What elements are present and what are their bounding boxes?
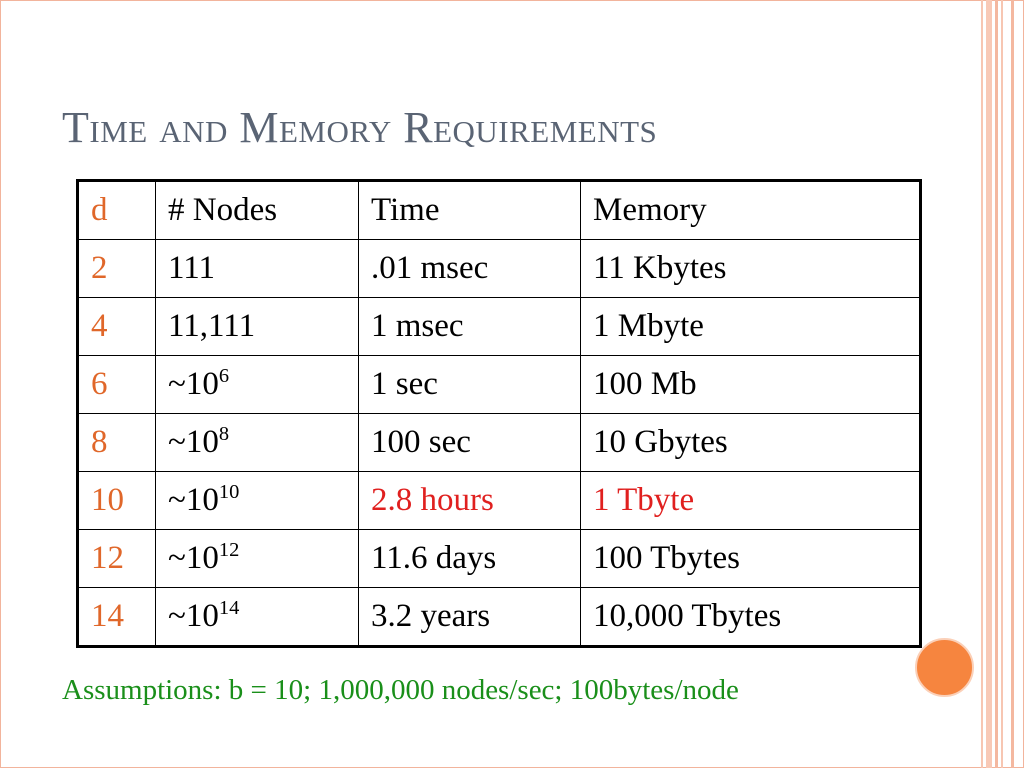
table-row-highlighted [78, 472, 921, 530]
nodes-cell [156, 240, 359, 298]
time-cell: 3.2 years [359, 588, 581, 647]
depth-cell: 4 [78, 298, 156, 356]
nodes-exponent: 10 [218, 481, 240, 503]
header-time: Time [359, 181, 581, 240]
depth-cell: 10 [78, 472, 156, 530]
decorative-stripe [986, 0, 992, 768]
assumptions-text: Assumptions: b = 10; 1,000,000 nodes/sec; 100bytes/node [62, 674, 739, 706]
nodes-base: ~10 [168, 482, 219, 518]
nodes-cell [156, 530, 359, 588]
nodes-base: ~10 [168, 424, 219, 460]
nodes-exponent: 12 [218, 539, 240, 561]
table-row [78, 356, 921, 414]
table-row [78, 240, 921, 298]
table-row [78, 414, 921, 472]
nodes-exponent: 14 [218, 597, 240, 619]
memory-cell: 11 Kbytes [581, 240, 921, 298]
depth-cell: 14 [78, 588, 156, 647]
nodes-base: 11,111 [168, 308, 256, 344]
table-header-row [78, 181, 921, 240]
time-cell: 1 sec [359, 356, 581, 414]
nodes-exponent: 8 [218, 423, 230, 445]
time-cell: .01 msec [359, 240, 581, 298]
memory-cell: 100 Mb [581, 356, 921, 414]
memory-cell: 10 Gbytes [581, 414, 921, 472]
table-row [78, 530, 921, 588]
requirements-table [76, 179, 922, 648]
nodes-base: 111 [168, 250, 216, 286]
depth-cell: 6 [78, 356, 156, 414]
memory-cell: 100 Tbytes [581, 530, 921, 588]
nodes-cell [156, 472, 359, 530]
nodes-cell [156, 356, 359, 414]
decorative-circle [915, 638, 974, 697]
nodes-cell [156, 298, 359, 356]
time-cell: 11.6 days [359, 530, 581, 588]
table-row [78, 298, 921, 356]
decorative-stripe [995, 0, 998, 768]
decorative-stripe [981, 0, 983, 768]
time-cell: 100 sec [359, 414, 581, 472]
nodes-base: ~10 [168, 366, 219, 402]
nodes-base: ~10 [168, 540, 219, 576]
time-cell: 1 msec [359, 298, 581, 356]
decorative-stripe [1001, 0, 1003, 768]
slide-title: Time and Memory Requirements [62, 103, 658, 152]
header-depth: d [78, 181, 156, 240]
memory-cell: 1 Tbyte [581, 472, 921, 530]
table-row [78, 588, 921, 647]
nodes-base: ~10 [168, 598, 219, 634]
memory-cell: 10,000 Tbytes [581, 588, 921, 647]
memory-cell: 1 Mbyte [581, 298, 921, 356]
depth-cell: 2 [78, 240, 156, 298]
header-memory: Memory [581, 181, 921, 240]
nodes-cell [156, 414, 359, 472]
time-cell: 2.8 hours [359, 472, 581, 530]
depth-cell: 12 [78, 530, 156, 588]
nodes-cell [156, 588, 359, 647]
header-nodes: # Nodes [156, 181, 359, 240]
nodes-exponent: 6 [218, 365, 230, 387]
depth-cell: 8 [78, 414, 156, 472]
decorative-stripe [1011, 0, 1014, 768]
